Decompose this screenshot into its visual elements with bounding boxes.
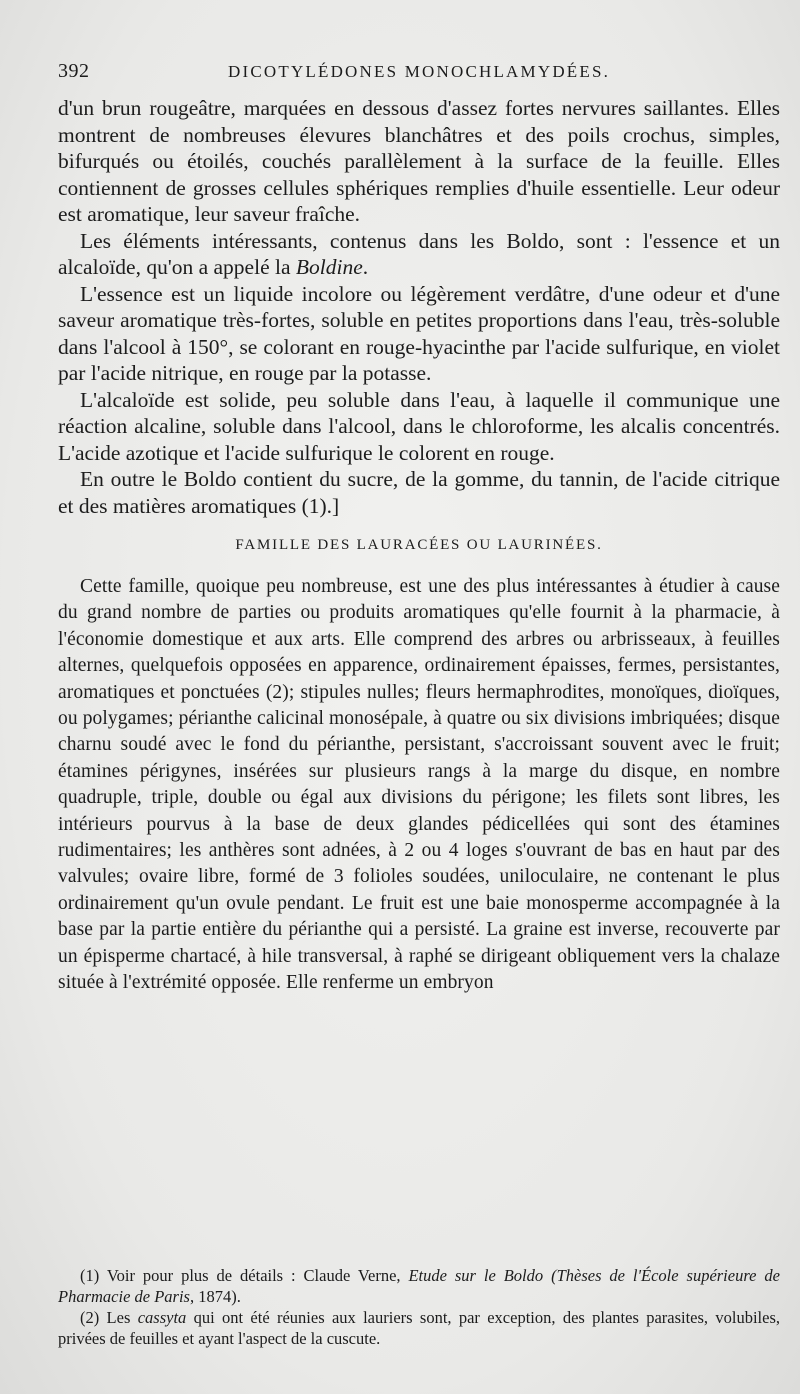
footnote-2 xyxy=(58,1307,780,1349)
footnote-2-term: cassyta xyxy=(137,1308,187,1327)
footnote-1 xyxy=(58,1265,780,1307)
paragraph-lauraceae: Cette famille, quoique peu nombreuse, est une des plus intéressantes à étudier à cause du grand nombre de parties ou produits aromatiques qu'elle fournit à la pharmacie, à l'économie domestique et aux arts. Elle comprend des arbres ou arbrisseaux, à feuilles alternes, quelquefois opposées en apparence, ordinairement épaisses, fermes, persistantes, aromatiques et ponctuées (2); stipules nulles; fleurs hermaphrodites, monoïques, dioïques, ou polygames; périanthe calicinal monosépale, à quatre ou six divisions imbriquées; disque charnu soudé avec le fond du périanthe, persistant, s'accroissant souvent avec le fruit; étamines périgynes, insérées sur plusieurs rangs à la marge du disque, en nombre quadruple, triple, double ou égal aux divisions du périgone; les filets sont libres, les intérieurs pourvus à la base de deux glandes pédicellées qui sont des étamines rudimentaires; les anthères sont adnées, à 2 ou 4 loges s'ouvrant de bas en haut par des valvules; ovaire libre, formé de 3 folioles soudées, uniloculaire, ne contenant le plus ordinairement qu'un ovule pendant. Le fruit est une baie monosperme accompagnée à la base par la partie entière du périanthe qui a persisté. La graine est inverse, recouverte par un épisperme chartacé, à hile transversal, à raphé se dirigeant obliquement vers la chalaze située à l'extrémité opposée. Elle renferme un embryon xyxy=(58,576,780,994)
boldine-term: Boldine xyxy=(295,255,363,279)
section-heading: FAMILLE DES LAURACÉES OU LAURINÉES. xyxy=(235,537,603,553)
running-head: DICOTYLÉDONES MONOCHLAMYDÉES. xyxy=(228,62,611,81)
footnote-1-title: Etude sur le Boldo (Thèses de l'École supérieure de Pharmacie de Paris xyxy=(58,1266,780,1306)
footnote-2-text: (2) Les xyxy=(80,1308,138,1327)
paragraph-boldine xyxy=(58,228,780,281)
paragraph-alkaloid: L'alcaloïde est solide, peu soluble dans l'eau, à laquelle il communique une réaction alcaline, soluble dans l'alcool, dans le chloroforme, les alcalis concentrés. L'acide azotique et l'acide sulfurique le colorent en rouge. xyxy=(58,387,780,465)
paragraph-other-contents: En outre le Boldo contient du sucre, de la gomme, du tannin, de l'acide citrique et des matières aromatiques (1).] xyxy=(58,467,780,518)
footnote-2-end: qui ont été réunies aux lauriers sont, par exception, des plantes parasites, volubiles, privées de feuilles et ayant l'aspect de la cuscute. xyxy=(58,1308,780,1348)
page-number: 392 xyxy=(58,60,90,82)
footnotes xyxy=(58,1265,780,1349)
page-header xyxy=(58,60,763,88)
paragraph-boldine-end: . xyxy=(362,255,369,279)
paragraph-essence: L'essence est un liquide incolore ou légèrement verdâtre, d'une odeur et d'une saveur aromatique très-fortes, soluble en petites proportions dans l'eau, très-soluble dans l'alcool à 150°, se colorant en rouge-hyacinthe par l'acide sulfurique, en violet par l'acide nitrique, en rouge par la potasse. xyxy=(58,281,780,385)
footnote-1-text: (1) Voir pour plus de détails : Claude Verne, xyxy=(80,1266,409,1285)
section-body xyxy=(58,574,780,997)
paragraph-boldine-text: Les éléments intéressants, contenus dans les Boldo, sont : l'essence et un alcaloïde, qu'on a appelé la xyxy=(58,228,780,279)
main-text xyxy=(58,95,780,997)
paragraph-continued: d'un brun rougeâtre, marquées en dessous d'assez fortes nervures saillantes. Elles montrent de nombreuses élevures blanchâtres et des poils crochus, simples, bifurqués ou étoilés, couchés parallèlement à la surface de la feuille. Elles contiennent de grosses cellules sphériques remplies d'huile essentielle. Leur odeur est aromatique, leur saveur fraîche. xyxy=(58,96,780,226)
footnote-1-end: , 1874). xyxy=(189,1287,241,1306)
